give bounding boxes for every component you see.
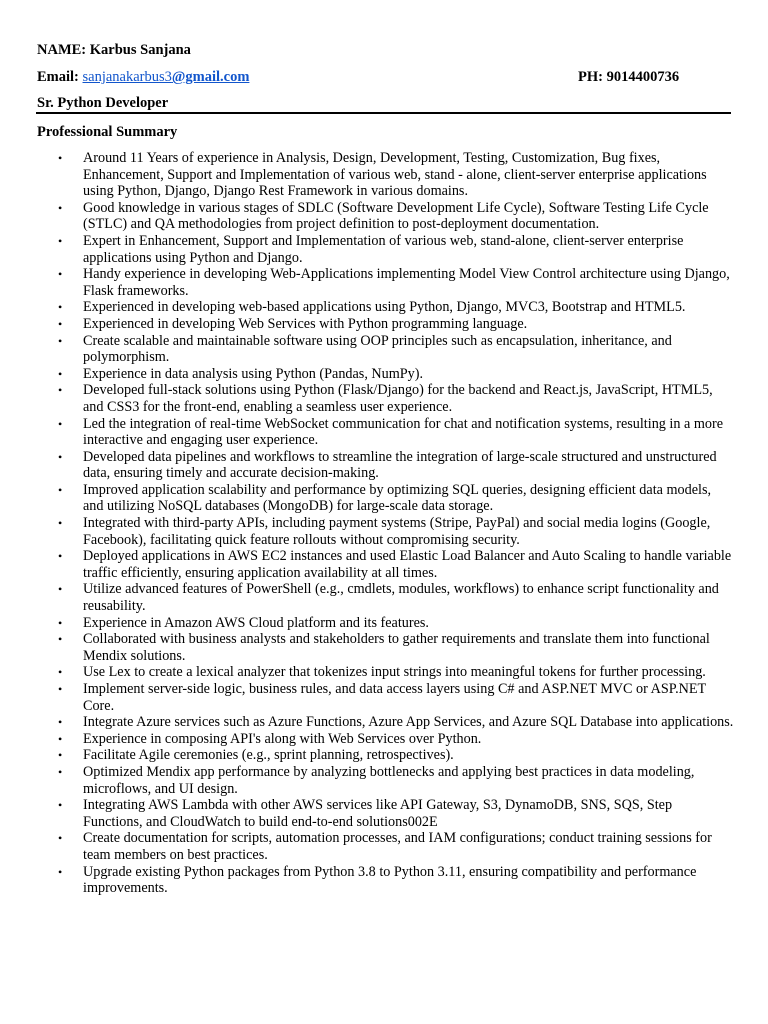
bullet-icon: •	[58, 682, 63, 696]
bullet-icon: •	[58, 864, 63, 879]
bullet-icon: •	[58, 516, 63, 531]
bullet-icon: •	[58, 300, 63, 315]
summary-list-item	[58, 150, 735, 200]
summary-list-item	[58, 763, 735, 797]
email-domain: @gmail.com	[171, 69, 250, 85]
name-label: NAME:	[37, 42, 87, 58]
bullet-icon: •	[58, 831, 63, 846]
summary-item-text: Improved application scalability and performance by optimizing SQL queries, designing efficient data models, and utilizing NoSQL databases (MongoDB) for large-scale data storage.	[83, 481, 712, 515]
bullet-icon: •	[58, 482, 63, 497]
job-title: Sr. Python Developer	[37, 95, 169, 111]
name-value: Karbus Sanjana	[89, 42, 191, 58]
bullet-icon: •	[58, 665, 63, 680]
summary-item-text: Facilitate Agile ceremonies (e.g., sprint planning, retrospectives).	[83, 747, 454, 764]
summary-item-text: Expert in Enhancement, Support and Implementation of various web, stand-alone, client-server enterprise applications using Python and Django.	[83, 232, 684, 266]
summary-list-item	[58, 332, 735, 366]
bullet-icon: •	[58, 151, 63, 165]
bullet-icon: •	[58, 416, 63, 431]
summary-item-text: Optimized Mendix app performance by analyzing bottlenecks and applying best practices in data modeling, microflows, and UI design.	[83, 763, 695, 797]
bullet-icon: •	[58, 267, 63, 282]
email-link[interactable]	[83, 69, 250, 85]
summary-item-text: Deployed applications in AWS EC2 instances and used Elastic Load Balancer and Auto Scaling to handle variable traffic efficiently, ensuring application availability at all times.	[83, 548, 732, 581]
summary-list-item	[58, 581, 735, 615]
bullet-icon: •	[58, 582, 63, 597]
summary-list-item	[58, 199, 735, 233]
summary-list-item	[58, 382, 735, 415]
phone-number: PH: 9014400736	[578, 69, 680, 85]
summary-item-text: Around 11 Years of experience in Analysis, Design, Development, Testing, Customization, Bug fixes, Enhancement, Support and Implementation of various web, stand - alone, client-server enterprise applications using Python, Django, Django Rest Framework in various domains.	[83, 150, 707, 200]
summary-item-text: Integrated with third-party APIs, including payment systems (Stripe, PayPal) and social media logins (Google, Facebook), facilitating quick feature rollouts without compromising security.	[83, 515, 711, 548]
summary-item-text: Experience in composing API's along with Web Services over Python.	[83, 730, 482, 747]
bullet-icon: •	[58, 798, 63, 813]
bullet-icon: •	[58, 764, 63, 779]
section-heading-professional-summary: Professional Summary	[37, 124, 178, 140]
summary-item-text: Experienced in developing web-based applications using Python, Django, MVC3, Bootstrap and HTML5.	[83, 299, 686, 316]
bullet-icon: •	[58, 316, 63, 331]
bullet-icon: •	[58, 748, 63, 763]
bullet-icon: •	[58, 615, 63, 630]
summary-list-item	[58, 863, 735, 897]
summary-item-text: Developed data pipelines and workflows to streamline the integration of large-scale structured and unstructured data, ensuring timely and accurate decision-making.	[83, 448, 717, 482]
summary-item-text: Developed full-stack solutions using Python (Flask/Django) for the backend and React.js, JavaScript, HTML5, and CSS3 for the front-end, enabling a seamless user experience.	[83, 382, 713, 415]
summary-list-item	[58, 315, 735, 333]
summary-item-text: Integrating AWS Lambda with other AWS services like API Gateway, S3, DynamoDB, SNS, SQS, Step Functions, and CloudWatch to build end-to-end solutions002E	[83, 797, 673, 830]
summary-list-item	[58, 448, 735, 482]
summary-item-text: Upgrade existing Python packages from Python 3.8 to Python 3.11, ensuring compatibility and performance improvements.	[83, 863, 697, 897]
summary-list-item	[58, 548, 735, 581]
header-divider	[36, 112, 731, 114]
bullet-icon: •	[58, 366, 63, 381]
email-line	[37, 69, 249, 86]
summary-item-text: Experienced in developing Web Services with Python programming language.	[83, 315, 528, 332]
bullet-icon: •	[58, 632, 63, 647]
bullet-icon: •	[58, 233, 63, 248]
summary-list-item	[58, 299, 735, 316]
summary-list-item	[58, 730, 735, 748]
summary-list-item	[58, 365, 735, 383]
summary-list-item	[58, 266, 735, 299]
summary-item-text: Create documentation for scripts, automation processes, and IAM configurations; conduct training sessions for team members on best practices.	[83, 830, 712, 863]
summary-list-item	[58, 415, 735, 449]
summary-list-item	[58, 481, 735, 515]
summary-item-text: Led the integration of real-time WebSocket communication for chat and notification systems, resulting in a more interactive and engaging user experience.	[83, 415, 724, 449]
summary-item-text: Experience in data analysis using Python (Pandas, NumPy).	[83, 365, 424, 382]
bullet-icon: •	[58, 333, 63, 348]
summary-item-text: Create scalable and maintainable software using OOP principles such as encapsulation, inheritance, and polymorphism.	[83, 332, 672, 366]
summary-list-item	[58, 664, 735, 681]
summary-list-item	[58, 830, 735, 863]
summary-item-text: Use Lex to create a lexical analyzer that tokenizes input strings into meaningful tokens for further processing.	[83, 664, 706, 681]
candidate-name	[37, 42, 191, 59]
summary-item-text: Collaborated with business analysts and stakeholders to gather requirements and translate them into functional Mendix solutions.	[83, 631, 710, 664]
bullet-icon: •	[58, 715, 63, 730]
summary-list-item	[58, 747, 735, 764]
summary-item-text: Implement server-side logic, business rules, and data access layers using C# and ASP.NET MVC or ASP.NET Core.	[83, 681, 706, 714]
summary-item-text: Handy experience in developing Web-Applications implementing Model View Control architecture using Django, Flask frameworks.	[83, 266, 730, 299]
bullet-icon: •	[58, 449, 63, 464]
summary-list-item	[58, 614, 735, 632]
summary-item-text: Good knowledge in various stages of SDLC (Software Development Life Cycle), Software Testing Life Cycle (STLC) and QA methodologies from project definition to post-deployment documentation.	[83, 199, 709, 233]
summary-list-item	[58, 631, 735, 664]
summary-item-text: Integrate Azure services such as Azure Functions, Azure App Services, and Azure SQL Database into applications.	[83, 714, 734, 731]
summary-list-item	[58, 232, 735, 266]
summary-bullet-list	[58, 150, 735, 897]
summary-item-text: Experience in Amazon AWS Cloud platform and its features.	[83, 614, 429, 631]
bullet-icon: •	[58, 383, 63, 398]
email-label: Email:	[37, 69, 79, 85]
summary-list-item	[58, 515, 735, 548]
summary-list-item	[58, 714, 735, 731]
bullet-icon: •	[58, 731, 63, 746]
email-user: sanjanakarbus3	[82, 69, 172, 85]
summary-item-text: Utilize advanced features of PowerShell (e.g., cmdlets, modules, workflows) to enhance script functionality and reusability.	[83, 581, 719, 615]
bullet-icon: •	[58, 200, 63, 215]
bullet-icon: •	[58, 549, 63, 564]
summary-list-item	[58, 797, 735, 830]
summary-list-item	[58, 681, 735, 714]
